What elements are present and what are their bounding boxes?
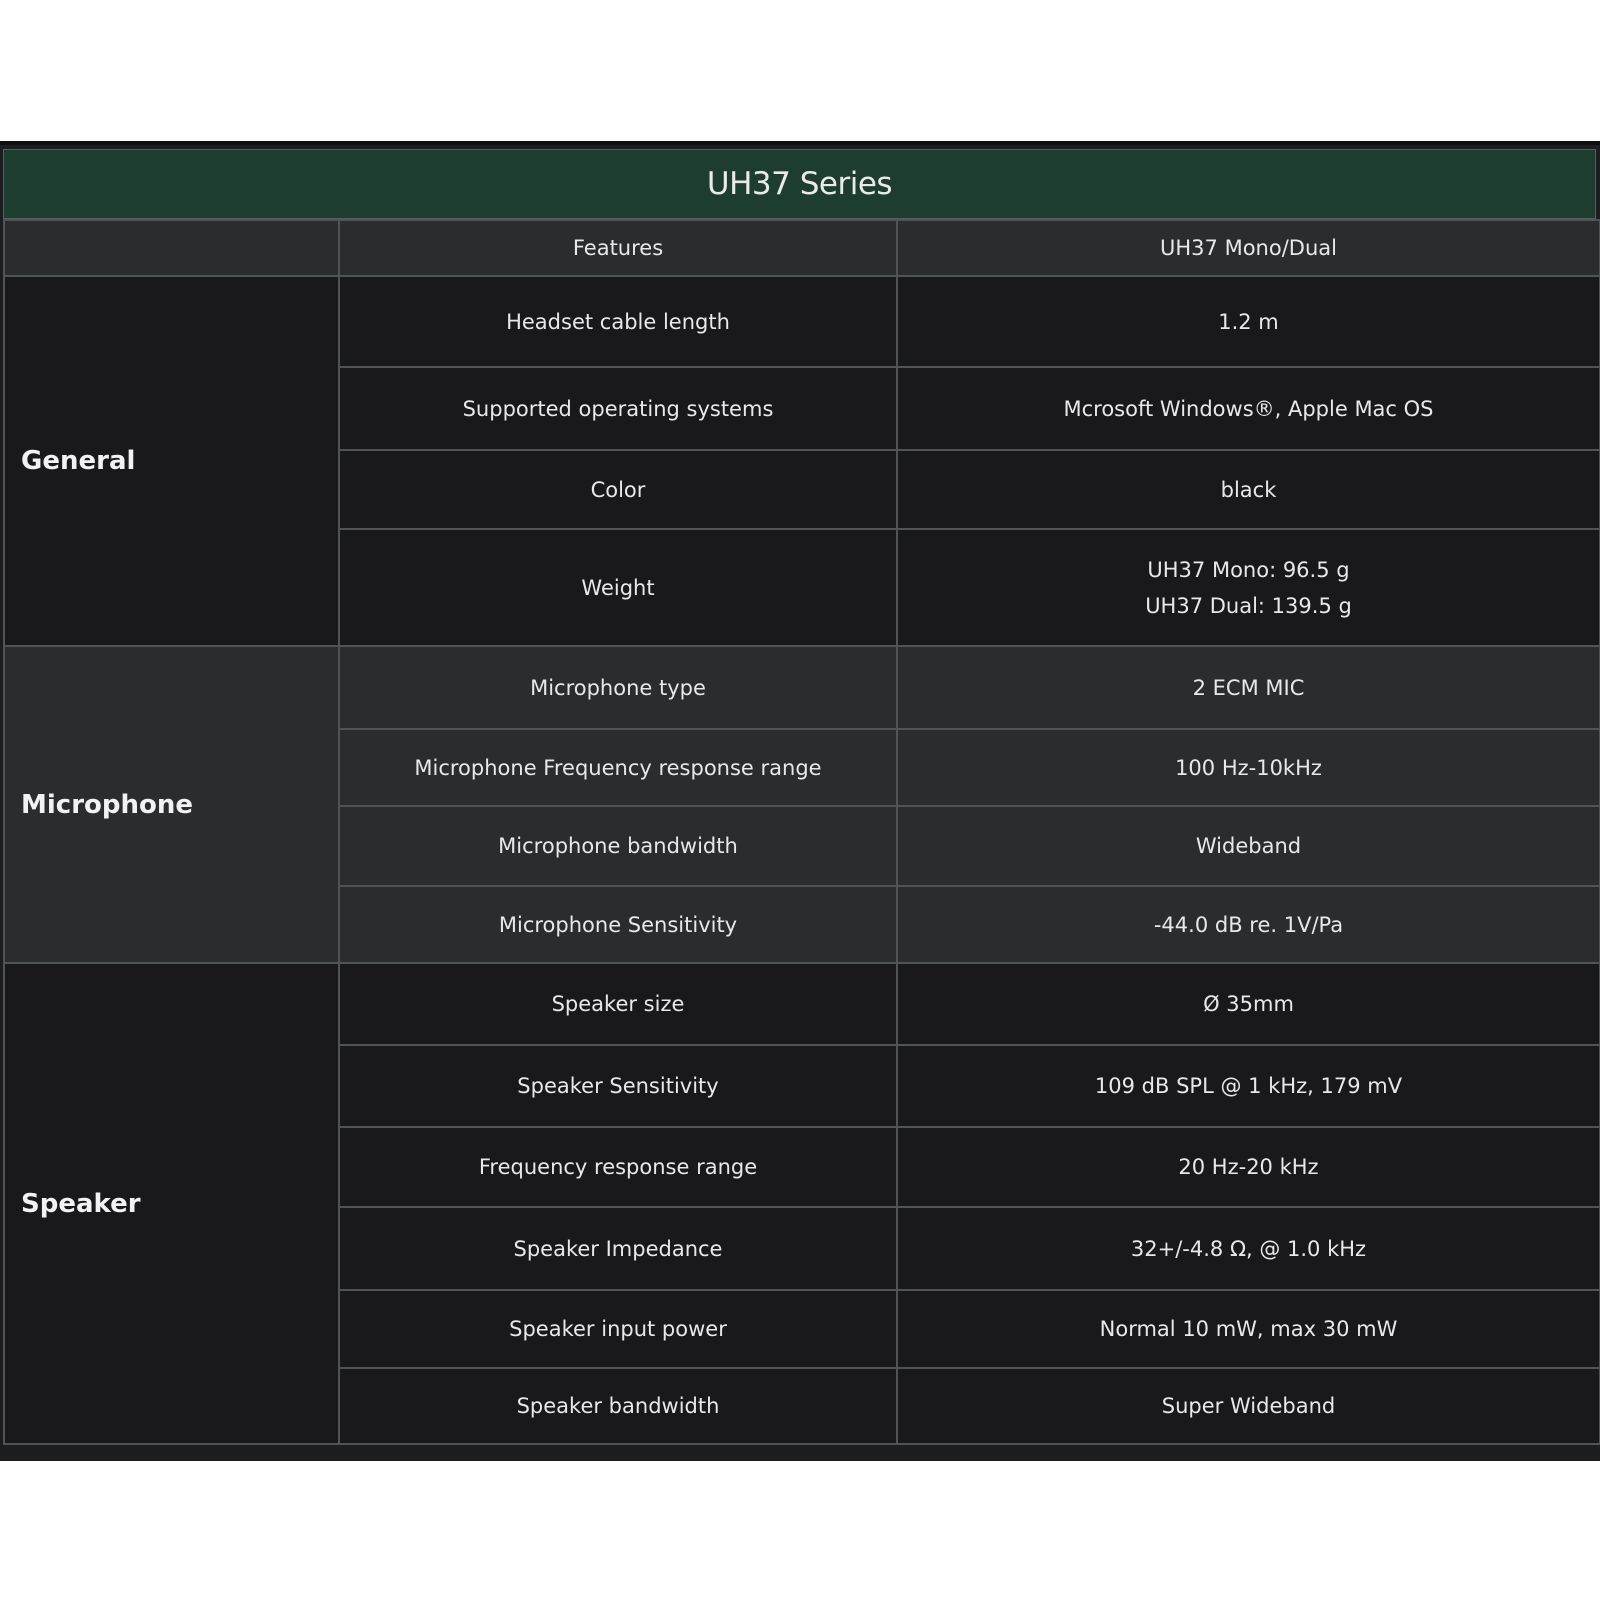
- value-line: UH37 Dual: 139.5 g: [1145, 593, 1352, 618]
- value-cell: 100 Hz-10kHz: [897, 729, 1600, 806]
- value-cell: 32+/-4.8 Ω, @ 1.0 kHz: [897, 1207, 1600, 1290]
- value-cell: Super Wideband: [897, 1368, 1600, 1444]
- feature-cell: Headset cable length: [339, 276, 897, 367]
- table-row: [4, 276, 1600, 367]
- feature-cell: Speaker size: [339, 963, 897, 1045]
- value-cell: 109 dB SPL @ 1 kHz, 179 mV: [897, 1045, 1600, 1127]
- feature-cell: Frequency response range: [339, 1127, 897, 1207]
- spec-table: [3, 219, 1600, 1445]
- header-cell-model: UH37 Mono/Dual: [897, 220, 1600, 276]
- group-label-microphone: Microphone: [4, 646, 339, 963]
- feature-cell: Speaker input power: [339, 1290, 897, 1368]
- table-row: [4, 646, 1600, 729]
- feature-cell: Supported operating systems: [339, 367, 897, 450]
- value-cell: [897, 529, 1600, 646]
- group-label-general: General: [4, 276, 339, 646]
- value-line: UH37 Mono: 96.5 g: [1147, 557, 1350, 582]
- header-row: [4, 220, 1600, 276]
- value-cell: -44.0 dB re. 1V/Pa: [897, 886, 1600, 963]
- feature-cell: Microphone bandwidth: [339, 806, 897, 886]
- feature-cell: Microphone type: [339, 646, 897, 729]
- value-cell: 2 ECM MIC: [897, 646, 1600, 729]
- value-cell: Normal 10 mW, max 30 mW: [897, 1290, 1600, 1368]
- value-cell: 1.2 m: [897, 276, 1600, 367]
- feature-cell: Speaker Impedance: [339, 1207, 897, 1290]
- table-row: [4, 963, 1600, 1045]
- feature-cell: Color: [339, 450, 897, 529]
- value-cell: Mcrosoft Windows®, Apple Mac OS: [897, 367, 1600, 450]
- feature-cell: Speaker bandwidth: [339, 1368, 897, 1444]
- group-label-speaker: Speaker: [4, 963, 339, 1444]
- value-cell: Ø 35mm: [897, 963, 1600, 1045]
- feature-cell: Microphone Sensitivity: [339, 886, 897, 963]
- spec-table-frame: [0, 141, 1600, 1461]
- header-cell-category: [4, 220, 339, 276]
- value-cell: black: [897, 450, 1600, 529]
- feature-cell: Speaker Sensitivity: [339, 1045, 897, 1127]
- feature-cell: Microphone Frequency response range: [339, 729, 897, 806]
- header-cell-features: Features: [339, 220, 897, 276]
- value-cell: 20 Hz-20 kHz: [897, 1127, 1600, 1207]
- value-cell: Wideband: [897, 806, 1600, 886]
- table-title: UH37 Series: [3, 149, 1596, 219]
- feature-cell: Weight: [339, 529, 897, 646]
